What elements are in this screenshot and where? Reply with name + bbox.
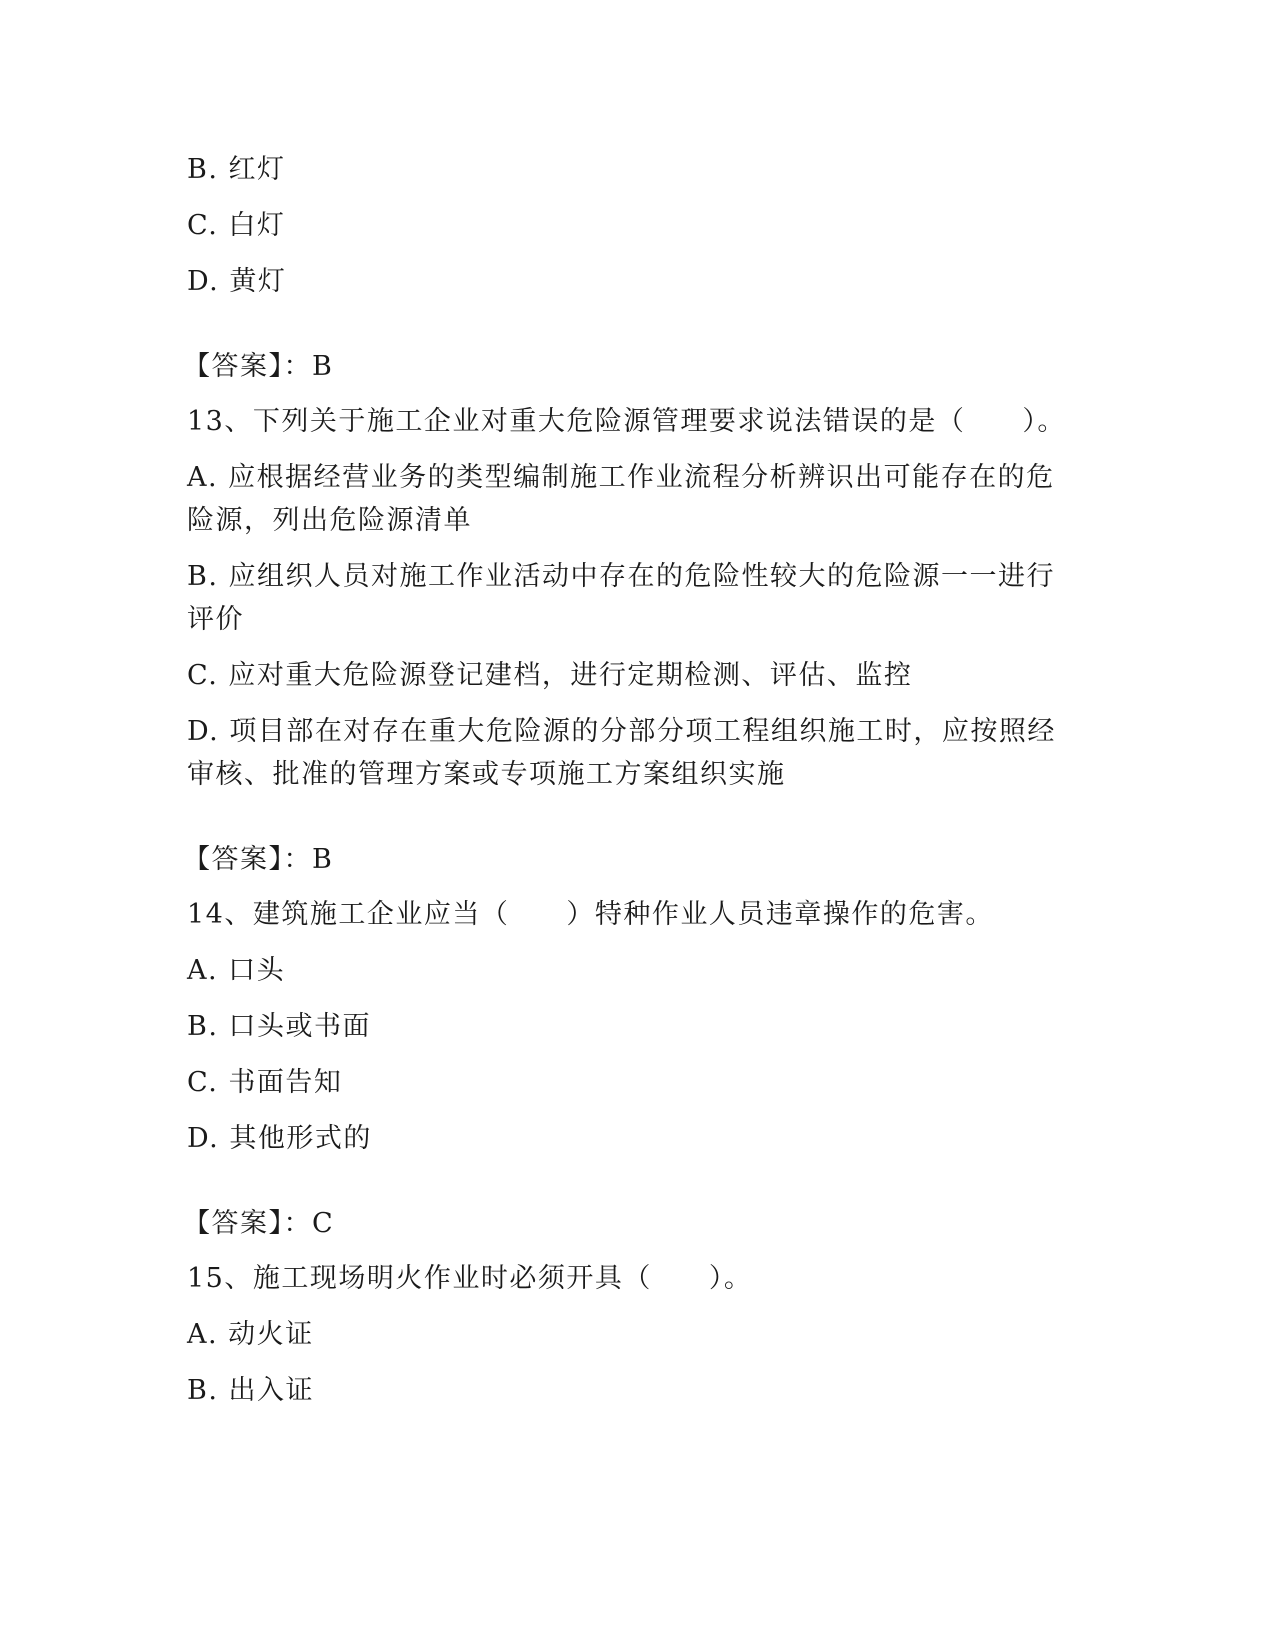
question-stem: 15、施工现场明火作业时必须开具（ ）。: [187, 1263, 753, 1294]
option-c: C. 白灯: [187, 210, 286, 241]
option-c: C. 书面告知: [187, 1067, 343, 1098]
option-a: A. 口头: [187, 955, 286, 986]
question-13: [183, 400, 1067, 881]
answer-line: 【答案】：B: [183, 351, 334, 382]
option-b: B. 红灯: [187, 154, 286, 185]
option-c: C. 应对重大危险源登记建档，进行定期检测、评估、监控: [187, 660, 913, 691]
answer-line: 【答案】：B: [183, 844, 334, 875]
option-a: A. 动火证: [187, 1319, 314, 1350]
option-d: D. 其他形式的: [187, 1123, 372, 1154]
option-b: B. 应组织人员对施工作业活动中存在的危险性较大的危险源一一进行评价: [187, 561, 1056, 635]
option-b: B. 出入证: [187, 1375, 315, 1406]
option-d: D. 项目部在对存在重大危险源的分部分项工程组织施工时，应按照经审核、批准的管理方案或专项施工方案组织实施: [187, 716, 1056, 790]
prev-question: [183, 148, 1067, 388]
option-b: B. 口头或书面: [187, 1011, 372, 1042]
document-page: [183, 148, 1067, 1425]
answer-line: 【答案】：C: [183, 1208, 335, 1239]
question-14: [183, 893, 1067, 1245]
question-stem: 14、建筑施工企业应当（ ）特种作业人员违章操作的危害。: [187, 899, 994, 930]
option-d: D. 黄灯: [187, 266, 287, 297]
question-stem: 13、下列关于施工企业对重大危险源管理要求说法错误的是（ ）。: [187, 406, 1066, 437]
option-a: A. 应根据经营业务的类型编制施工作业流程分析辨识出可能存在的危险源，列出危险源清单: [187, 462, 1055, 536]
question-15: [187, 1257, 1067, 1412]
